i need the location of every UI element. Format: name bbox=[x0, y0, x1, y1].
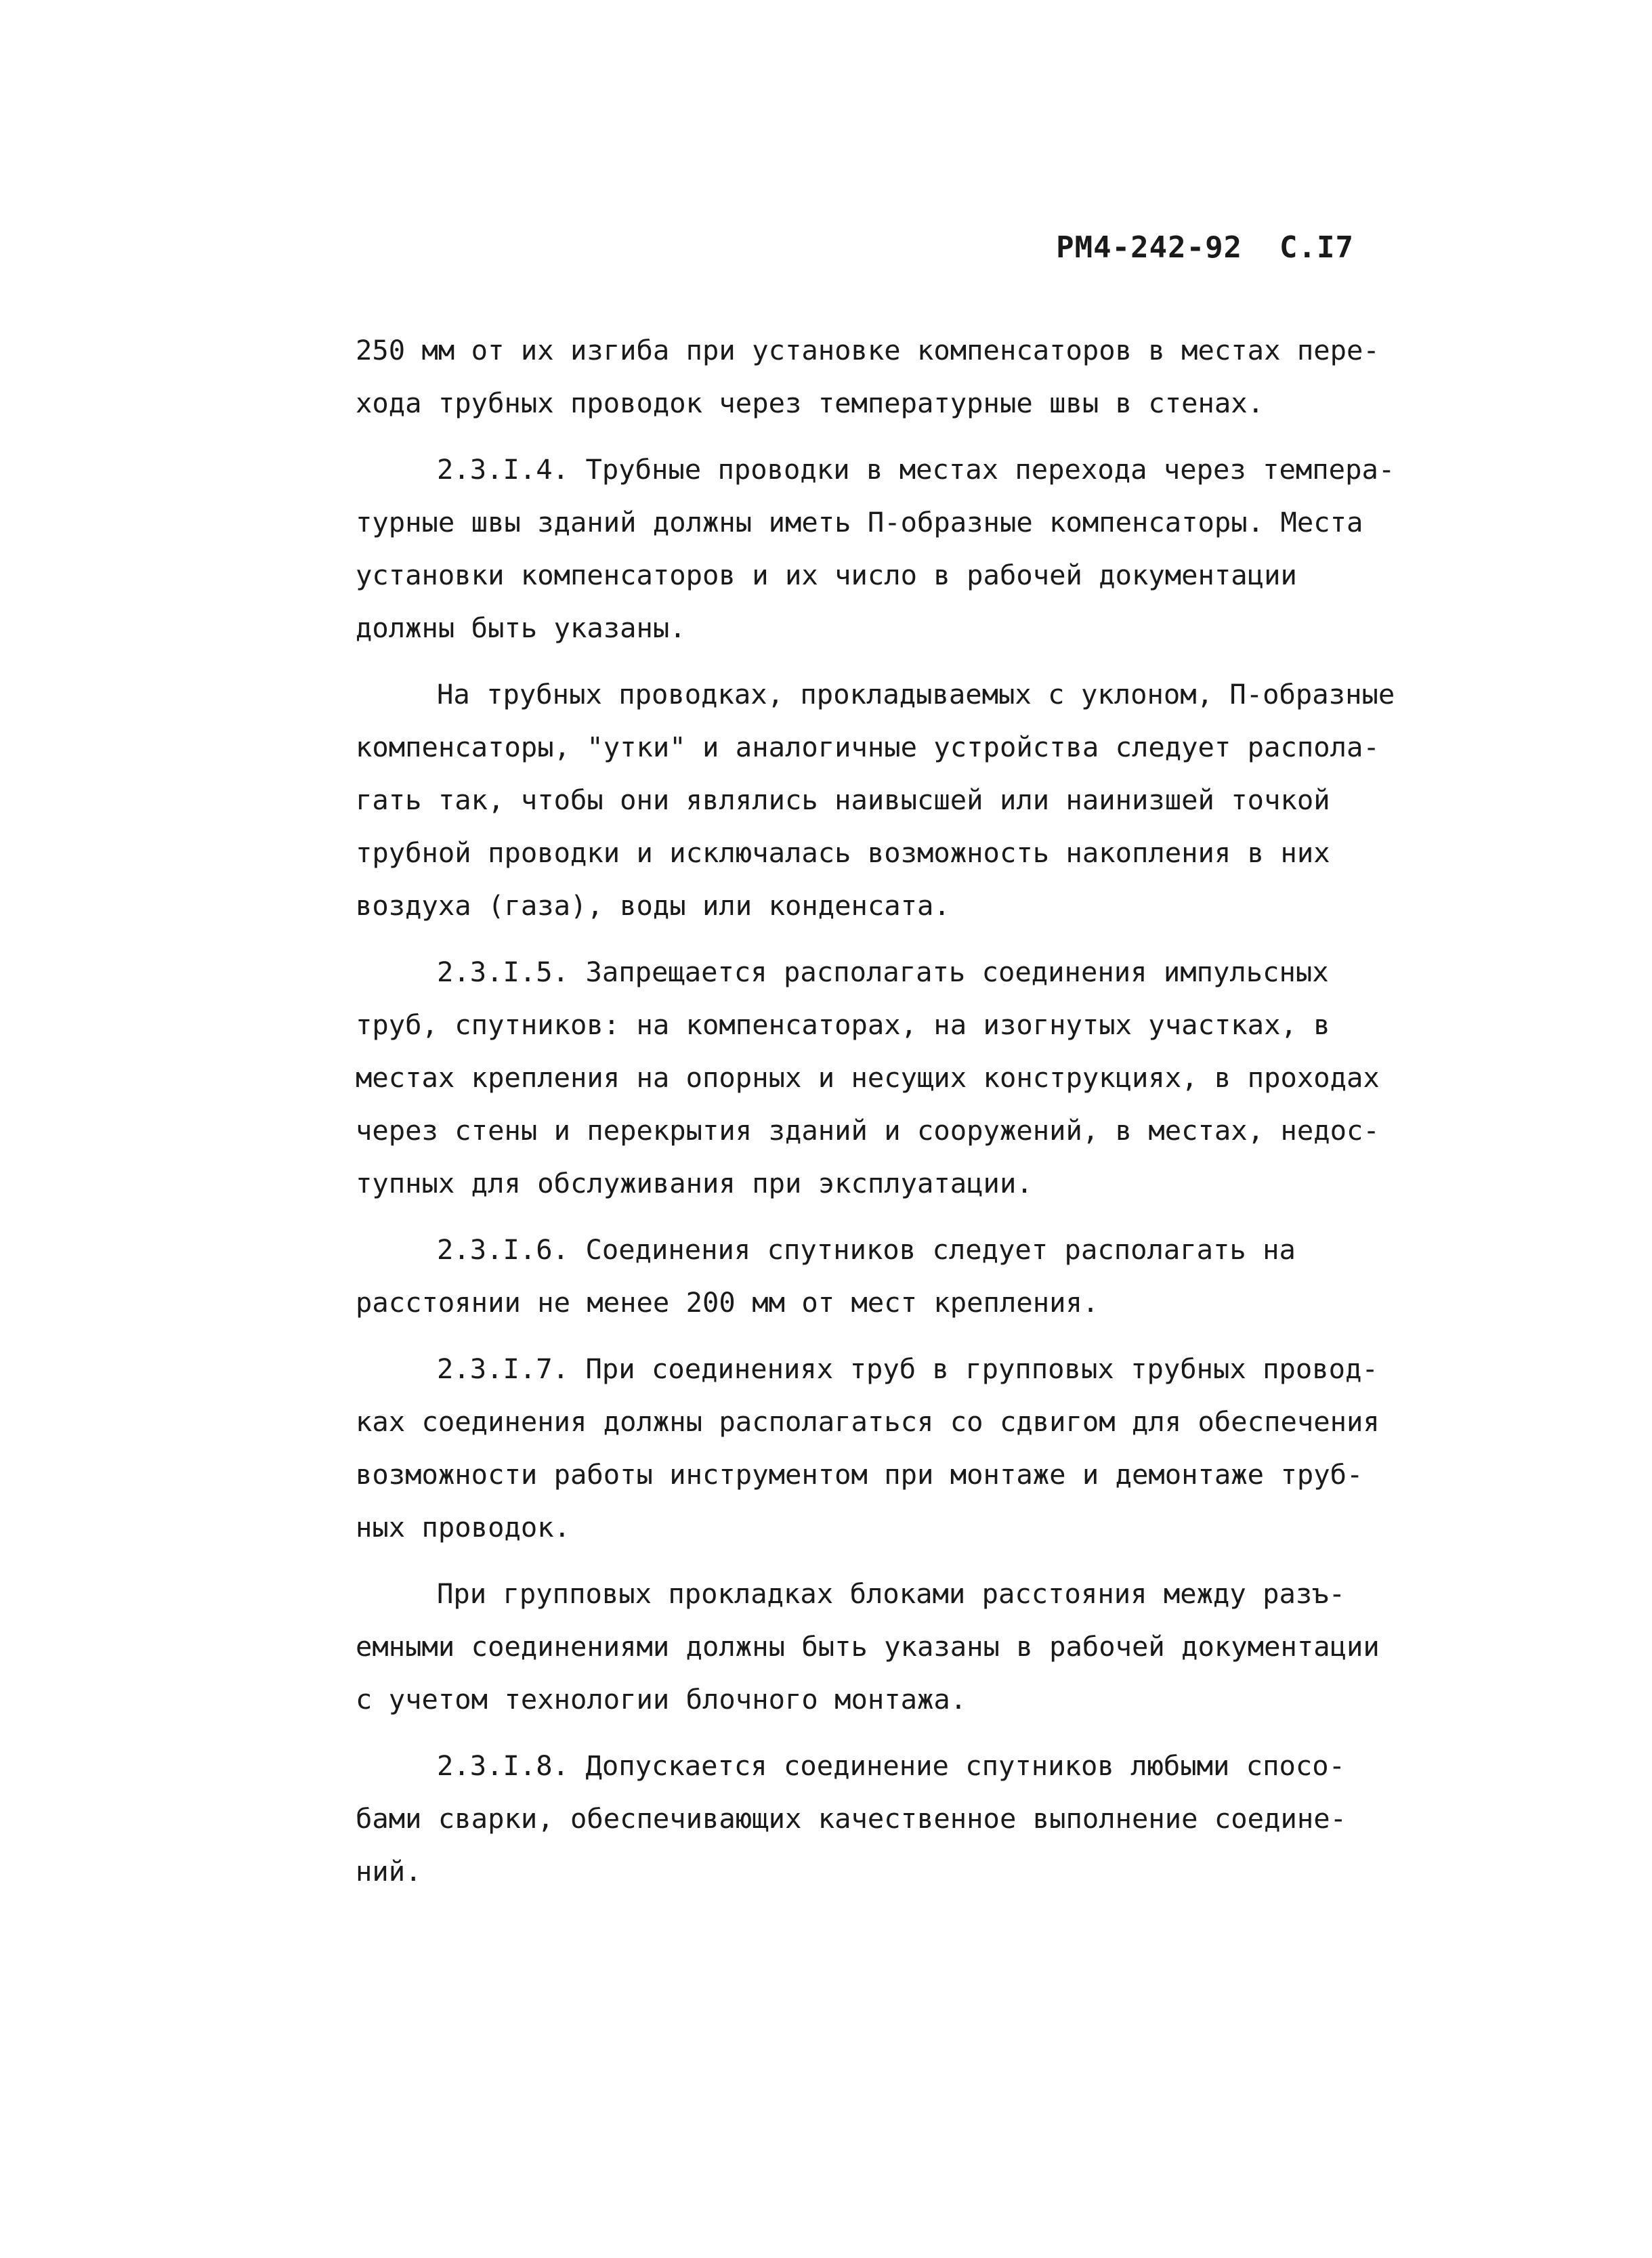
text-line: 250 мм от их изгиба при установке компенсаторов в местах пере- bbox=[356, 334, 1380, 366]
text-line: ний. bbox=[356, 1855, 422, 1888]
text-line: должны быть указаны. bbox=[356, 612, 686, 644]
text-line: гать так, чтобы они являлись наивысшей или наинизшей точкой bbox=[356, 784, 1330, 816]
page-number: С.I7 bbox=[1279, 230, 1354, 265]
text-line: с учетом технологии блочного монтажа. bbox=[356, 1683, 967, 1716]
text-line: турные швы зданий должны иметь П-образные компенсаторы. Места bbox=[356, 506, 1363, 538]
text-line: компенсаторы, "утки" и аналогичные устройства следует распола- bbox=[356, 731, 1380, 763]
paragraph-2-3-1-4-start: 2.3.I.4. Трубные проводки в местах перехода через темпера- bbox=[437, 453, 1395, 486]
body-text bbox=[356, 324, 1395, 1898]
text-line: тупных для обслуживания при эксплуатации. bbox=[356, 1167, 1033, 1199]
text-line: установки компенсаторов и их число в рабочей документации bbox=[356, 559, 1297, 591]
page-header bbox=[1056, 230, 1354, 265]
text-line: ках соединения должны располагаться со сдвигом для обеспечения bbox=[356, 1405, 1380, 1438]
text-line: местах крепления на опорных и несущих конструкциях, в проходах bbox=[356, 1061, 1380, 1094]
text-line: бами сварки, обеспечивающих качественное выполнение соедине- bbox=[356, 1802, 1347, 1835]
text-line: через стены и перекрытия зданий и сооружений, в местах, недос- bbox=[356, 1114, 1380, 1147]
paragraph-start: На трубных проводках, прокладываемых с уклоном, П-образные bbox=[437, 678, 1395, 710]
paragraph-start: При групповых прокладках блоками расстояния между разъ- bbox=[437, 1577, 1346, 1610]
paragraph-2-3-1-8-start: 2.3.I.8. Допускается соединение спутников любыми спосо- bbox=[437, 1749, 1346, 1782]
text-line: расстоянии не менее 200 мм от мест крепления. bbox=[356, 1286, 1099, 1319]
paragraph-2-3-1-5-start: 2.3.I.5. Запрещается располагать соединения импульсных bbox=[437, 956, 1329, 988]
paragraph-2-3-1-6-start: 2.3.I.6. Соединения спутников следует располагать на bbox=[437, 1233, 1296, 1266]
text-line: воздуха (газа), воды или конденсата. bbox=[356, 889, 950, 922]
document-code: РМ4-242-92 bbox=[1056, 230, 1243, 265]
text-line: возможности работы инструментом при монтаже и демонтаже труб- bbox=[356, 1458, 1363, 1491]
text-line: трубной проводки и исключалась возможность накопления в них bbox=[356, 836, 1330, 869]
paragraph-2-3-1-7-start: 2.3.I.7. При соединениях труб в групповых трубных провод- bbox=[437, 1352, 1378, 1385]
text-line: ных проводок. bbox=[356, 1511, 570, 1543]
text-line: хода трубных проводок через температурные швы в стенах. bbox=[356, 387, 1265, 419]
text-line: труб, спутников: на компенсаторах, на изогнутых участках, в bbox=[356, 1008, 1330, 1041]
text-line: емными соединениями должны быть указаны в рабочей документации bbox=[356, 1630, 1380, 1663]
